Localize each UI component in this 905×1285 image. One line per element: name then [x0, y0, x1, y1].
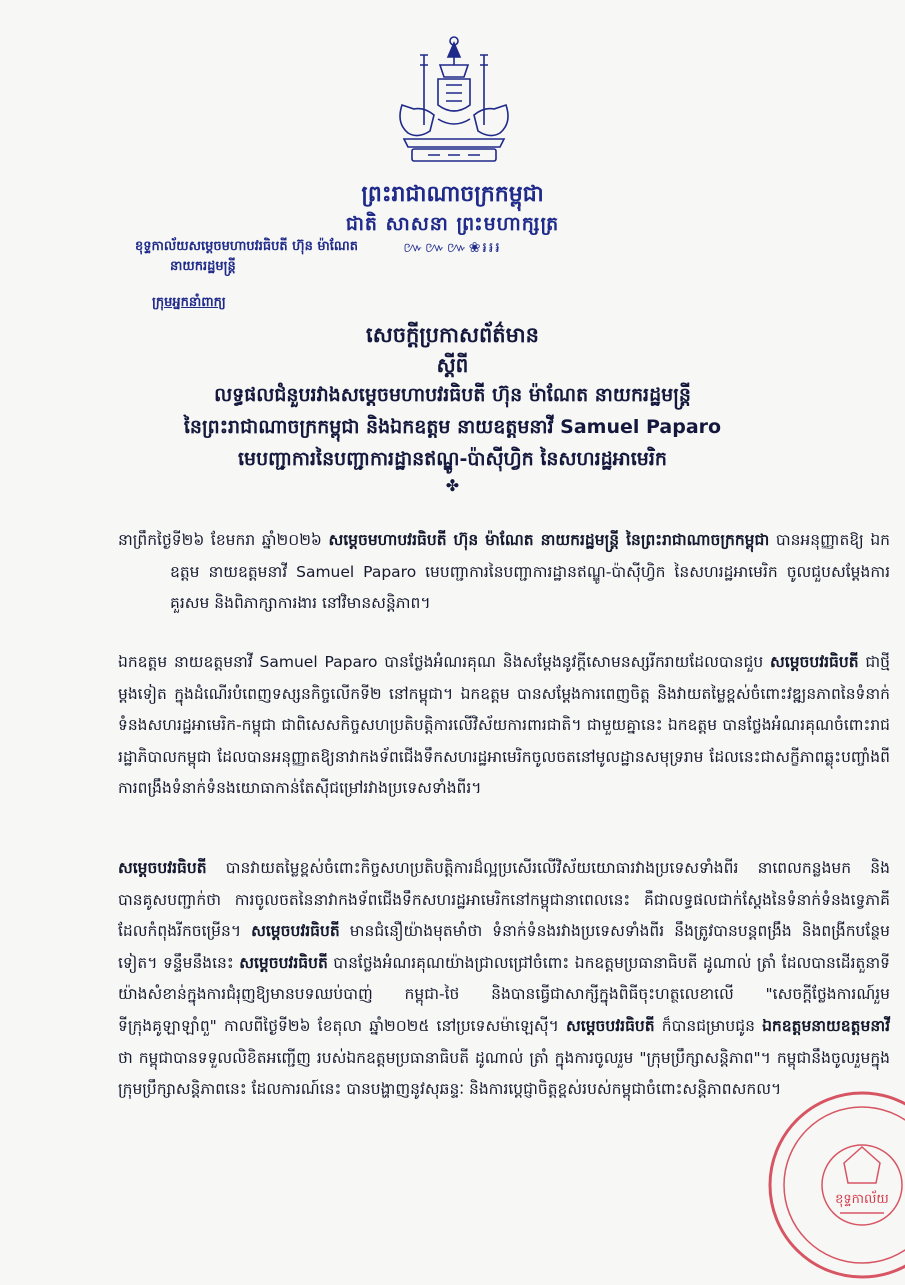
title-ornament-icon: ✤	[445, 476, 460, 495]
paragraph-2	[118, 647, 890, 805]
p3-text-4: ក៏បានជម្រាបជូន	[654, 1016, 763, 1035]
doc-title-about: ស្តីពី	[436, 353, 469, 377]
doc-subject-line-1: លទ្ធផលជំនួបរវាងសម្តេចមហាបវរធិបតី ហ៊ុន ម៉ាណែត នាយករដ្ឋមន្ត្រី	[214, 384, 691, 406]
doc-subject-line-2: នៃព្រះរាជាណាចក្រកម្ពុជា និងឯកឧត្តម នាយឧត្តមនាវី Samuel Paparo	[183, 416, 722, 438]
p3-bold-4: សម្តេចបវរធិបតី	[566, 1016, 655, 1035]
seal-center-text: ខុទ្ទកាល័យ	[835, 1192, 889, 1207]
p3-bold-2: សម្តេចបវរធិបតី	[251, 922, 340, 941]
official-seal-icon	[752, 1085, 905, 1285]
spokesperson-unit: ក្រុមអ្នកនាំពាក្យ	[152, 295, 226, 310]
p3-bold-1: សម្តេចបវរធិបតី	[118, 859, 207, 877]
p3-text-2: មានជំនឿយ៉ាងមុតមាំថា ទំនាក់ទំនងរវាងប្រទេសទាំងពីរ នឹងត្រូវបានបន្តពង្រឹង និងពង្រីកបន្ថែមទៀត។ ទន្ទឹមនឹងនេះ	[118, 922, 890, 972]
royal-coat-of-arms-icon	[384, 35, 524, 165]
motto-flourish: ៚៚៚❀៛៛៛	[403, 240, 502, 256]
p2-lead: ឯកឧត្តម នាយឧត្តមនាវី Samuel Paparo បានថ្លែងអំណរគុណ និងសម្តែងនូវក្តីសោមនស្សរីករាយដែលបានជួប	[118, 653, 771, 671]
office-subtitle: នាយករដ្ឋមន្ត្រី	[170, 259, 236, 274]
office-name: ខុទ្ទកាល័យសម្តេចមហាបវរធិបតី ហ៊ុន ម៉ាណែត	[135, 239, 358, 254]
p1-rest: បានអនុញ្ញាតឱ្យ ឯកឧត្តម នាយឧត្តមនាវី Samuel Paparo មេបញ្ជាការនៃបញ្ជាការដ្ឋានឥណ្ឌូ-ប៉ាស៊ីហ្វិក នៃសហរដ្ឋអាមេរិក ចូលជួបសម្តែងការគួរសម និងពិភាក្សាការងារ នៅវិមានសន្តិភាព។	[170, 531, 890, 613]
doc-subject-line-3: មេបញ្ជាការនៃបញ្ជាការដ្ឋានឥណ្ឌូ-ប៉ាស៊ីហ្វិក នៃសហរដ្ឋអាមេរិក	[238, 448, 667, 470]
paragraph-1	[118, 525, 890, 620]
national-motto: ជាតិ សាសនា ព្រះមហាក្សត្រ	[345, 213, 560, 235]
p3-text-5: ថា កម្ពុជាបានទទួលលិខិតអញ្ជើញ របស់ឯកឧត្តមប្រធានាធិបតី ដូណាល់ ត្រាំ ក្នុងការចូលរួម "ក្រុមប្រឹក្សាសន្តិភាព"។ កម្ពុជានឹងចូលរួមក្នុងក្រុមប្រឹក្សាសន្តិភាពនេះ ដែលការណ៍នេះ បានបង្ហាញនូវសុឆន្ទៈ និងការប្តេជ្ញាចិត្តខ្ពស់របស់កម្ពុជាចំពោះសន្តិភាពសកល។	[118, 1048, 890, 1099]
p2-bold: សម្តេចបវរធិបតី	[770, 653, 859, 671]
paragraph-3	[118, 853, 890, 1106]
p2-rest: ជាថ្មីម្តងទៀត ក្នុងដំណើរបំពេញទស្សនកិច្ចលើកទី២ នៅកម្ពុជា។ ឯកឧត្តម បានសម្តែងការពេញចិត្ត និងវាយតម្លៃខ្ពស់ចំពោះវឌ្ឍនភាពនៃទំនាក់ទំនងសហរដ្ឋអាមេរិក-កម្ពុជា ជាពិសេសកិច្ចសហប្រតិបត្តិការលើវិស័យការពារជាតិ។ ជាមួយគ្នានេះ ឯកឧត្តម បានថ្លែងអំណរគុណចំពោះរាជរដ្ឋាភិបាលកម្ពុជា ដែលបានអនុញ្ញាតឱ្យនាវាកងទ័ពជើងទឹកសហរដ្ឋអាមេរិកចូលចតនៅមូលដ្ឋានសមុទ្ររាម ដែលនេះជាសក្ខីភាពឆ្លុះបញ្ចាំងពីការពង្រឹងទំនាក់ទំនងយោធាកាន់តែស៊ីជម្រៅរវាងប្រទេសទាំងពីរ។	[118, 653, 890, 798]
p3-bold-3: សម្តេចបវរធិបតី	[239, 953, 328, 972]
p3-text-3: បានថ្លែងអំណរគុណយ៉ាងជ្រាលជ្រៅចំពោះ ឯកឧត្តមប្រធានាធិបតី ដូណាល់ ត្រាំ ដែលបានដើរតួនាទីយ៉ាងសំខាន់ក្នុងការជំរុញឱ្យមានបទឈប់បាញ់ កម្ពុជា-ថៃ និងបានធ្វើជាសាក្សីក្នុងពិធីចុះហត្ថលេខាលើ "សេចក្តីថ្លែងការណ៍រួមទីក្រុងគូឡាឡាំពួ" កាលពីថ្ងៃទី២៦ ខែតុលា ឆ្នាំ២០២៥ នៅប្រទេសម៉ាឡេស៊ី។	[118, 953, 890, 1035]
p1-lead: នាព្រឹកថ្ងៃទី២៦ ខែមករា ឆ្នាំ២០២៦	[118, 531, 329, 549]
p1-bold: សម្តេចមហាបវរធិបតី ហ៊ុន ម៉ាណែត នាយករដ្ឋមន្ត្រី នៃព្រះរាជាណាចក្រកម្ពុជា	[328, 531, 770, 549]
p3-bold-5: ឯកឧត្តមនាយឧត្តមនាវី	[762, 1016, 890, 1035]
p3-text-1: បានវាយតម្លៃខ្ពស់ចំពោះកិច្ចសហប្រតិបត្តិការដ៏ល្អប្រសើរលើវិស័យយោធារវាងប្រទេសទាំងពីរ នាពេលកន្លងមក និងបានគូសបញ្ជាក់ថា ការចូលចតនៃនាវាកងទ័ពជើងទឹកសហរដ្ឋអាមេរិកនៅកម្ពុជានាពេលនេះ គឺជាលទ្ធផលជាក់ស្តែងនៃទំនាក់ទំនងទ្វេភាគីដែលកំពុងរីកចម្រើន។	[118, 859, 890, 941]
doc-title: សេចក្តីប្រកាសព័ត៌មាន	[366, 323, 539, 347]
kingdom-title: ព្រះរាជាណាចក្រកម្ពុជា	[361, 182, 544, 207]
